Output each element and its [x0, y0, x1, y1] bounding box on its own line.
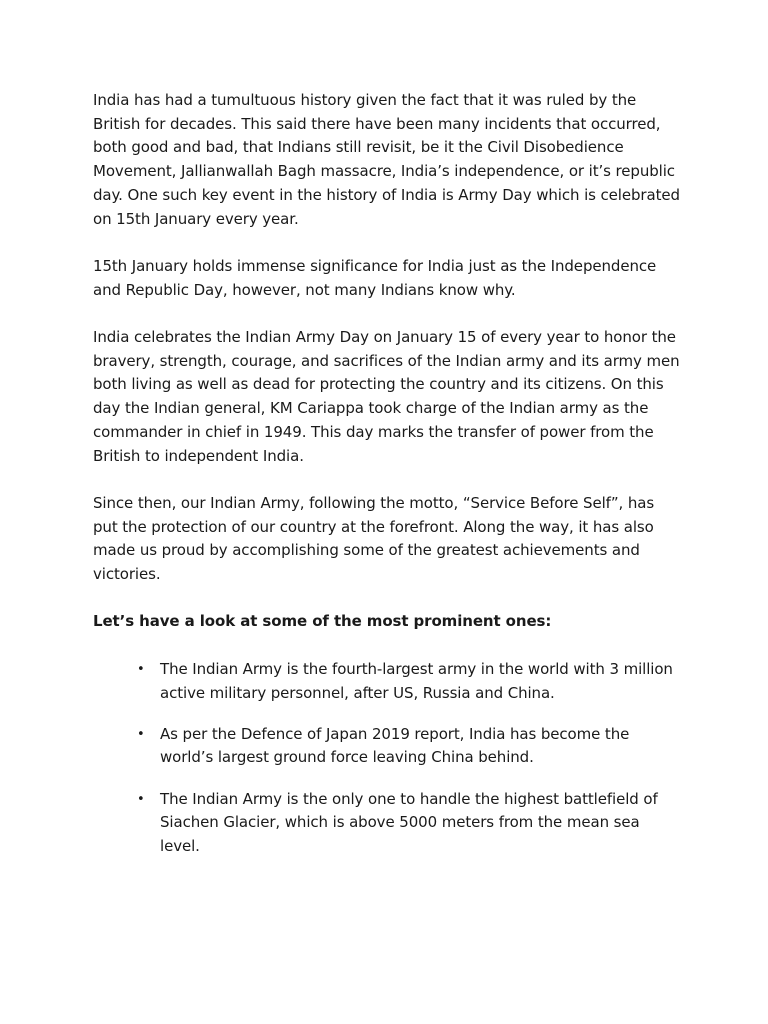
list-item [93, 788, 683, 859]
list-item [93, 658, 683, 705]
achievements-list [93, 658, 683, 859]
bullet-icon: • [137, 661, 145, 677]
paragraph-history: India has had a tumultuous history given the fact that it was ruled by the British for decades. This said there have been many incidents that occurred, both good and bad, that Indians still revisit, be it the Civil Disobedience Movement, Jallianwallah Bagh massacre, India’s independence, or it’s republic day. One such key event in the history of India is Army Day which is celebrated on 15th January every year. [93, 91, 680, 228]
paragraph-army-day: India celebrates the Indian Army Day on January 15 of every year to honor the bravery, strength, courage, and sacrifices of the Indian army and its army men both living as well as dead for protecting the country and its citizens. On this day the Indian general, KM Cariappa took charge of the Indian army as the commander in chief in 1949. This day marks the transfer of power from the British to independent India. [93, 328, 680, 465]
document-body [93, 89, 683, 876]
list-item-text: As per the Defence of Japan 2019 report, India has become the world’s largest ground force leaving China behind. [160, 724, 630, 767]
list-item-text: The Indian Army is the only one to handle the highest battlefield of Siachen Glacier, which is above 5000 meters from the mean sea level. [160, 789, 658, 856]
list-item-text: The Indian Army is the fourth-largest army in the world with 3 million active military personnel, after US, Russia and China. [160, 659, 673, 702]
paragraph-significance: 15th January holds immense significance for India just as the Independence and Republic Day, however, not many Indians know why. [93, 256, 657, 299]
section-heading: Let’s have a look at some of the most prominent ones: [93, 612, 552, 631]
paragraph-motto: Since then, our Indian Army, following the motto, “Service Before Self”, has put the protection of our country at the forefront. Along the way, it has also made us proud by accomplishing some of the greatest achievements and victories. [93, 493, 655, 584]
bullet-icon: • [137, 726, 145, 742]
list-item [93, 723, 683, 770]
bullet-icon: • [137, 791, 145, 807]
